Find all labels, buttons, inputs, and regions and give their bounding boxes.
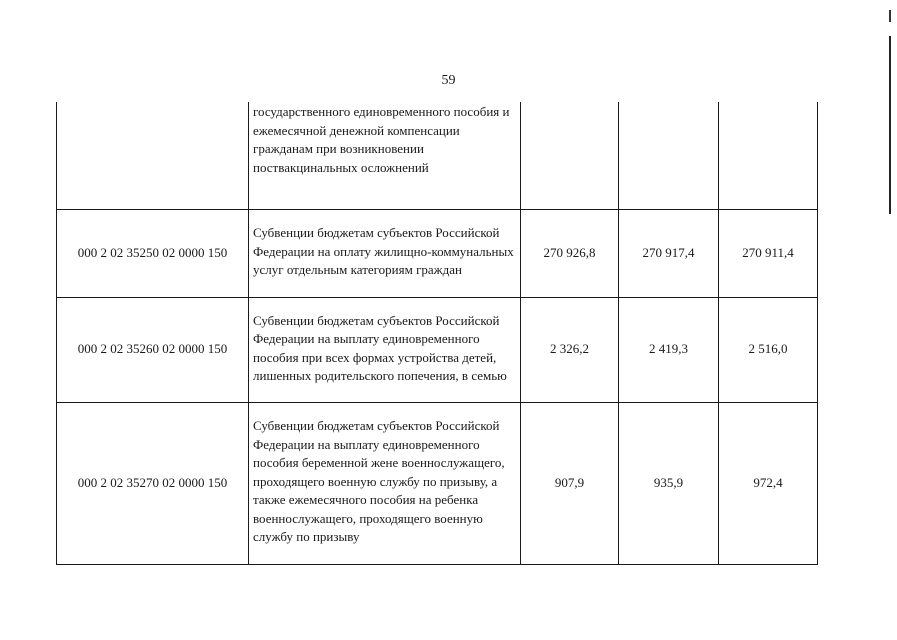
- budget-table: [56, 102, 818, 565]
- page-number: 59: [441, 73, 456, 88]
- table-cell-description: [249, 402, 521, 564]
- table-row: [57, 297, 818, 402]
- table-cell-code: 000 2 02 35260 02 0000 150: [57, 297, 249, 402]
- table-cell-value: 270 911,4: [719, 209, 818, 297]
- table-cell-value: 2 326,2: [521, 297, 619, 402]
- description-text: Субвенции бюджетам субъектов Российской Федерации на выплату единовременного пособия при всех формах устройства детей, лишенных родительского попечения, в семью: [253, 312, 507, 383]
- table-row: [57, 209, 818, 297]
- scan-edge-mark-top: [889, 10, 891, 22]
- table-cell-code: 000 2 02 35250 02 0000 150: [57, 209, 249, 297]
- table-cell-value: [719, 102, 818, 209]
- description-text: Субвенции бюджетам субъектов Российской Федерации на оплату жилищно-коммунальных услуг отдельным категориям граждан: [253, 225, 514, 278]
- table-cell-description: [249, 209, 521, 297]
- table-cell-value: 270 917,4: [619, 209, 719, 297]
- table-cell-code: [57, 102, 249, 209]
- table-cell-value: [521, 102, 619, 209]
- table-row: [57, 402, 818, 564]
- description-text: государственного единовременного пособия и ежемесячной денежной компенсации гражданам при возникновении поствакцинальных осложнений: [253, 104, 510, 175]
- table-cell-description: [249, 102, 521, 209]
- table-cell-value: [619, 102, 719, 209]
- description-text: Субвенции бюджетам субъектов Российской Федерации на выплату единовременного пособия беременной жене военнослужащего, проходящего военную службу по призыву, а также ежемесячного пособия на ребенка военнослужащего, проходящего военную службу по призыву: [253, 418, 505, 545]
- table-cell-value: 935,9: [619, 402, 719, 564]
- table-row: [57, 102, 818, 209]
- table-cell-value: 972,4: [719, 402, 818, 564]
- table-cell-value: 2 516,0: [719, 297, 818, 402]
- table-cell-value: 2 419,3: [619, 297, 719, 402]
- table-cell-value: 270 926,8: [521, 209, 619, 297]
- table-cell-value: 907,9: [521, 402, 619, 564]
- table-cell-description: [249, 297, 521, 402]
- table-cell-code: 000 2 02 35270 02 0000 150: [57, 402, 249, 564]
- scan-edge-mark: [889, 36, 891, 214]
